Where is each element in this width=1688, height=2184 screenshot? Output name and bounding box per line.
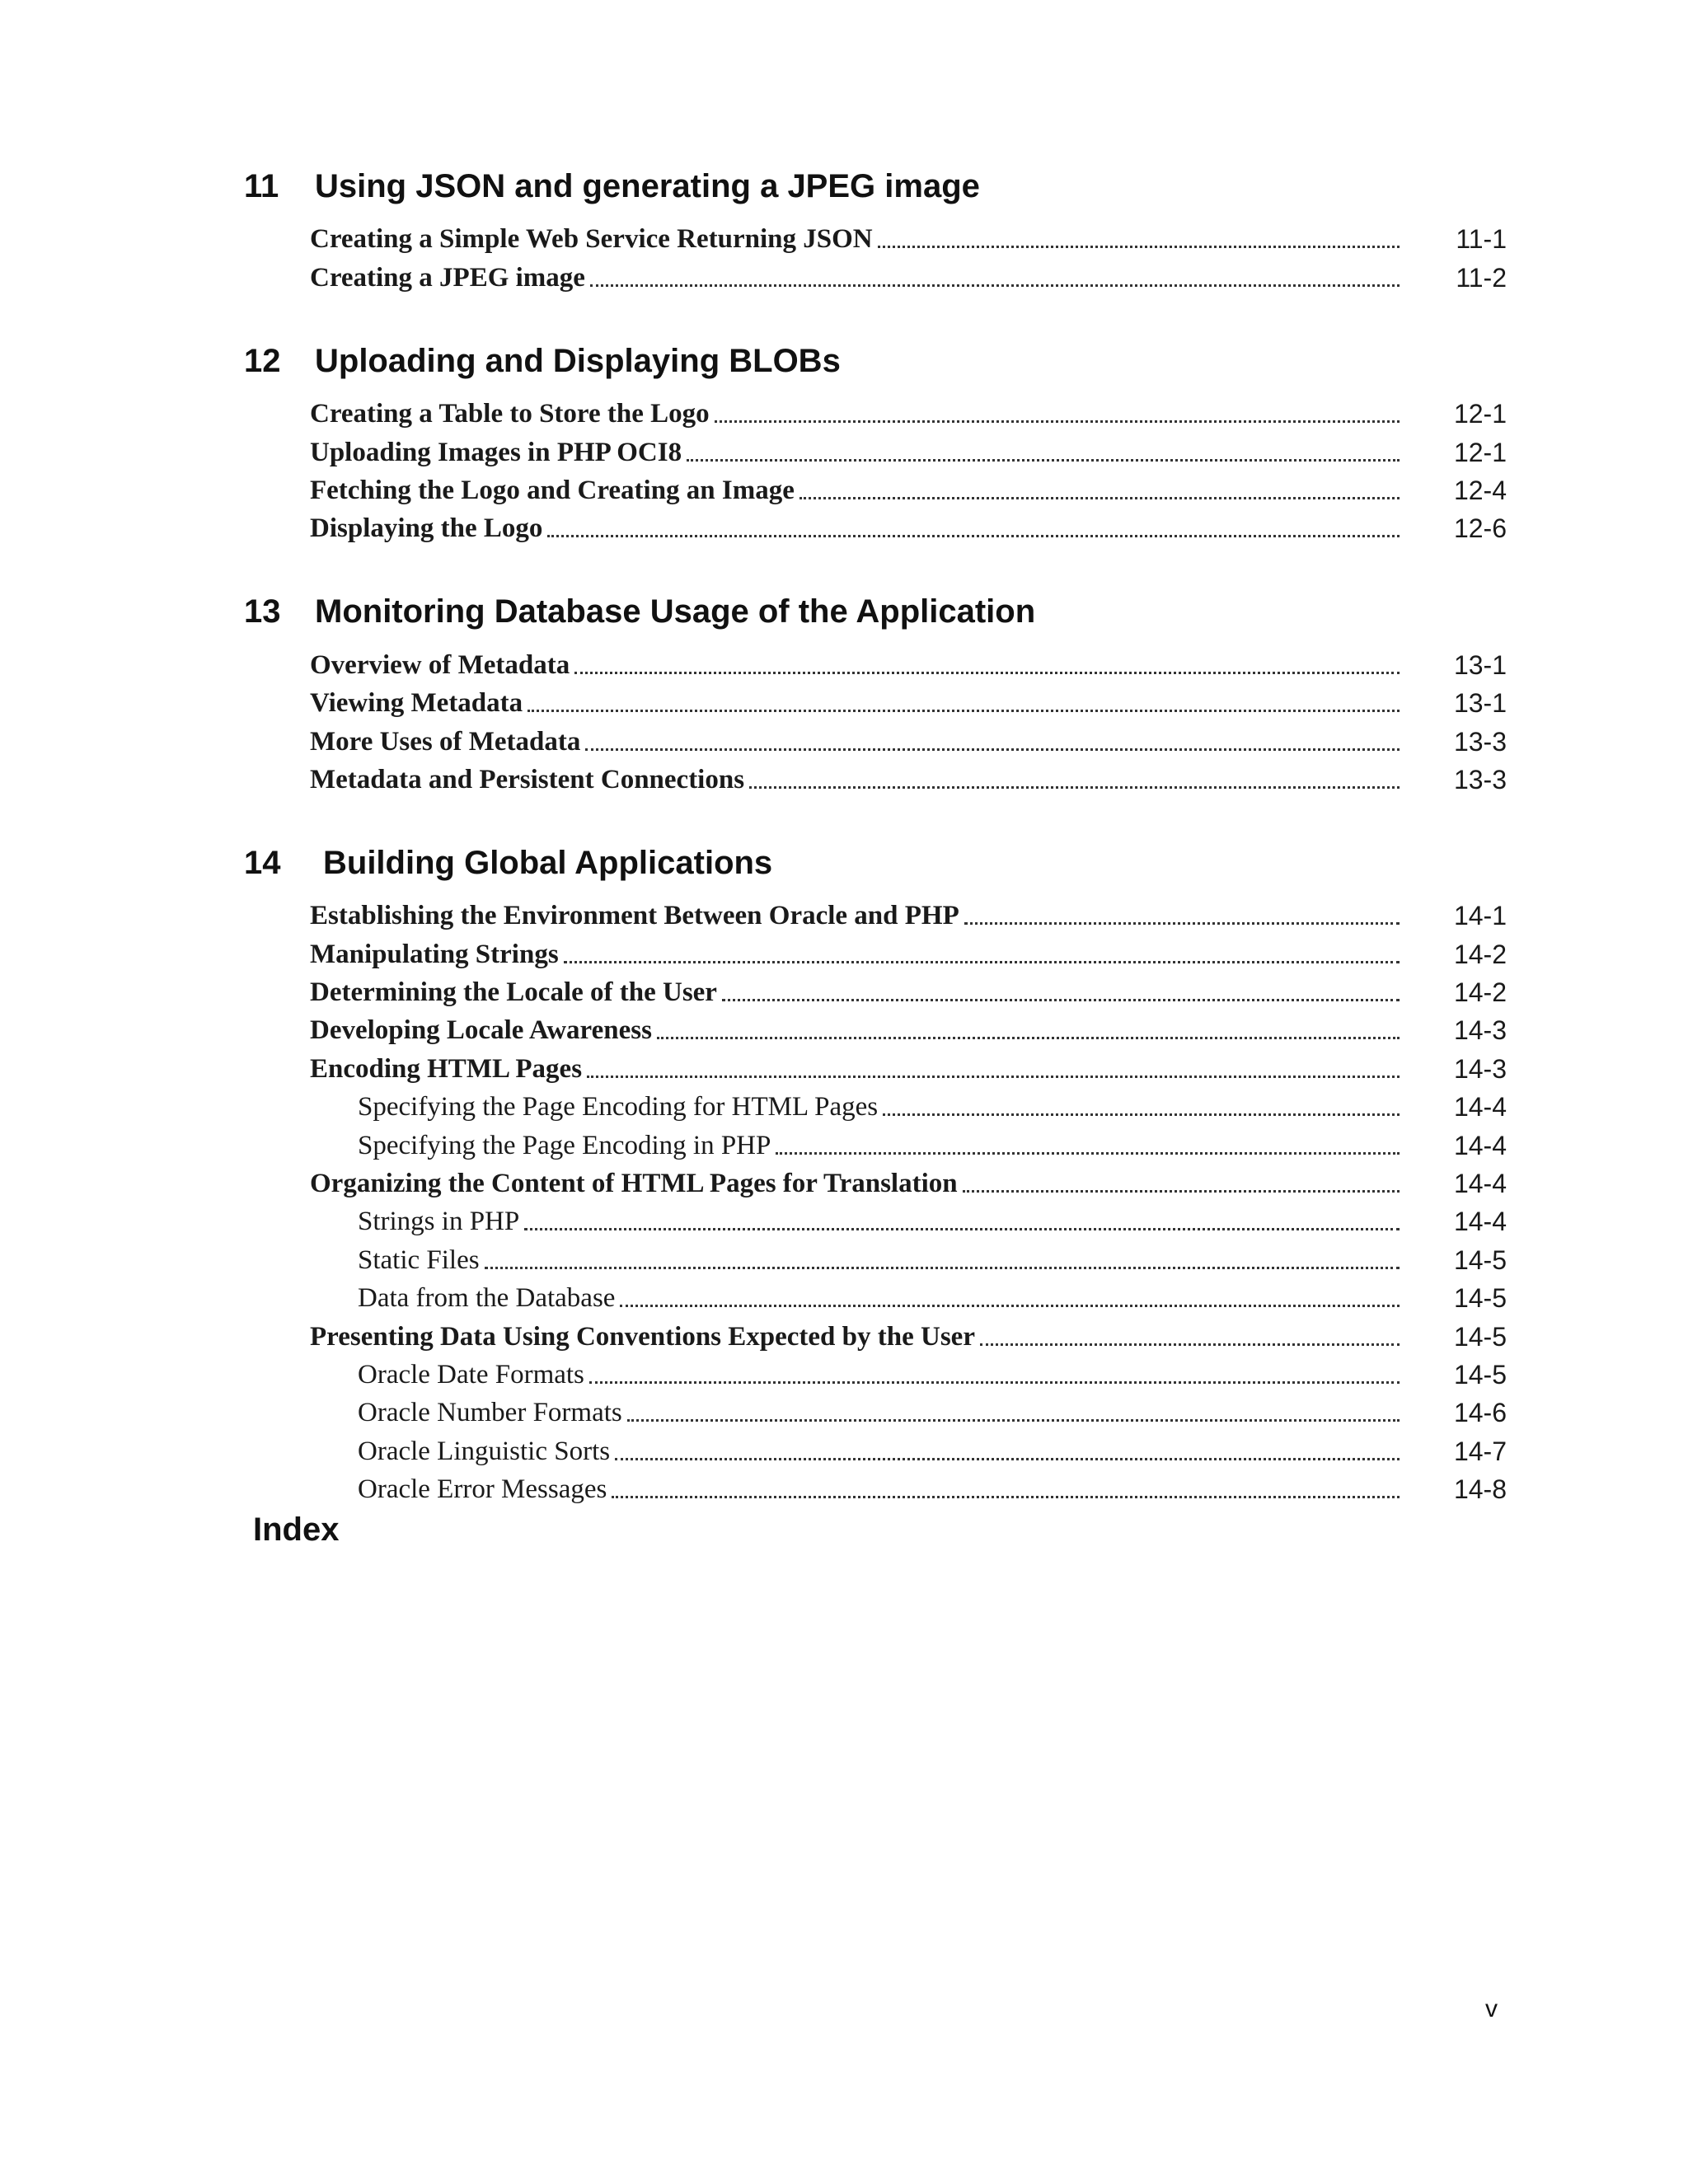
toc-entry-page: 14-4 (1453, 1130, 1507, 1160)
toc-entry-page: 14-6 (1453, 1398, 1507, 1428)
table-of-contents (244, 166, 1507, 1506)
dot-leader (587, 1052, 1400, 1085)
toc-entry-title: Determining the Locale of the User (310, 977, 717, 1008)
toc-entry-title: Viewing Metadata (310, 688, 523, 719)
toc-entry-page: 11-2 (1456, 262, 1507, 293)
toc-entry-title: More Uses of Metadata (310, 726, 581, 757)
toc-entry-list (244, 894, 1507, 1506)
toc-entry-page: 14-5 (1453, 1244, 1507, 1275)
dot-leader (878, 223, 1400, 255)
toc-subentry[interactable] (244, 1468, 1507, 1506)
chapter-title: Using JSON and generating a JPEG image (315, 168, 980, 204)
toc-entry-page: 14-8 (1453, 1474, 1507, 1505)
dot-leader (715, 397, 1400, 430)
dot-leader (585, 725, 1400, 758)
chapter-title: Uploading and Displaying BLOBs (315, 342, 841, 379)
toc-entry-title: Creating a JPEG image (310, 262, 585, 293)
dot-leader (524, 1205, 1400, 1238)
toc-entry-page: 12-6 (1453, 513, 1507, 544)
toc-entry[interactable] (244, 430, 1507, 468)
dot-leader (574, 649, 1400, 682)
toc-entry-title: Strings in PHP (358, 1207, 520, 1237)
toc-entry[interactable] (244, 469, 1507, 507)
toc-entry-page: 14-5 (1453, 1283, 1507, 1314)
dot-leader (547, 512, 1400, 545)
toc-entry-title: Static Files (358, 1244, 480, 1275)
dot-leader (564, 938, 1400, 971)
toc-entry[interactable] (244, 719, 1507, 757)
chapter-heading (244, 592, 1507, 631)
toc-entry[interactable] (244, 1162, 1507, 1200)
toc-entry[interactable] (244, 682, 1507, 719)
toc-entry-page: 14-7 (1453, 1436, 1507, 1466)
toc-subentry[interactable] (244, 1353, 1507, 1391)
dot-leader (980, 1320, 1400, 1353)
toc-entry-page: 14-2 (1453, 939, 1507, 969)
dot-leader (590, 261, 1400, 294)
dot-leader (612, 1473, 1400, 1506)
toc-entry-title: Organizing the Content of HTML Pages for Translation (310, 1169, 958, 1199)
toc-entry-page: 12-4 (1453, 475, 1507, 505)
toc-entry[interactable] (244, 894, 1507, 932)
toc-entry-title: Presenting Data Using Conventions Expected by the User (310, 1321, 975, 1352)
toc-entry-title: Fetching the Logo and Creating an Image (310, 475, 795, 505)
toc-entry-title: Developing Locale Awareness (310, 1015, 652, 1046)
chapter-number: 12 (244, 342, 281, 379)
chapter-heading (244, 166, 1507, 206)
chapter-heading (244, 341, 1507, 381)
dot-leader (776, 1129, 1400, 1162)
dot-leader (589, 1358, 1400, 1391)
toc-subentry[interactable] (244, 1429, 1507, 1467)
dot-leader (883, 1090, 1400, 1123)
toc-entry-page: 14-1 (1453, 901, 1507, 931)
toc-entry[interactable] (244, 643, 1507, 681)
toc-entry-title: Oracle Number Formats (358, 1398, 622, 1428)
chapter-number: 14 (244, 844, 281, 881)
chapter-14 (244, 843, 1507, 1506)
chapter-11 (244, 166, 1507, 294)
chapter-heading (244, 843, 1507, 883)
toc-subentry[interactable] (244, 1200, 1507, 1238)
toc-entry-page: 13-3 (1453, 764, 1507, 794)
toc-subentry[interactable] (244, 1123, 1507, 1161)
toc-entry-list (244, 643, 1507, 796)
toc-entry-title: Establishing the Environment Between Oracle and PHP (310, 901, 959, 931)
toc-entry[interactable] (244, 1315, 1507, 1352)
toc-entry[interactable] (244, 392, 1507, 430)
chapter-number: 13 (244, 593, 281, 630)
dot-leader (615, 1435, 1400, 1468)
toc-entry[interactable] (244, 1047, 1507, 1085)
toc-entry-page: 14-4 (1453, 1169, 1507, 1199)
dot-leader (528, 687, 1400, 719)
toc-entry[interactable] (244, 507, 1507, 545)
toc-entry-page: 13-1 (1453, 688, 1507, 719)
toc-entry-title: Oracle Linguistic Sorts (358, 1436, 611, 1466)
dot-leader (485, 1244, 1400, 1277)
toc-entry-title: Oracle Date Formats (358, 1359, 584, 1390)
toc-entry[interactable] (244, 932, 1507, 970)
chapter-13 (244, 592, 1507, 796)
toc-entry-title: Specifying the Page Encoding in PHP (358, 1130, 771, 1160)
toc-subentry[interactable] (244, 1391, 1507, 1429)
toc-entry-page: 14-3 (1453, 1015, 1507, 1046)
toc-subentry[interactable] (244, 1085, 1507, 1123)
toc-entry-list (244, 392, 1507, 546)
toc-subentry[interactable] (244, 1277, 1507, 1315)
dot-leader (657, 1014, 1400, 1047)
toc-entry-title: Creating a Table to Store the Logo (310, 399, 710, 429)
toc-entry[interactable] (244, 255, 1507, 293)
toc-entry[interactable] (244, 971, 1507, 1009)
toc-entry-title: Metadata and Persistent Connections (310, 764, 745, 794)
toc-entry[interactable] (244, 758, 1507, 796)
dot-leader (627, 1396, 1400, 1429)
toc-entry-title: Oracle Error Messages (358, 1474, 607, 1505)
page-number: v (1485, 1995, 1498, 2022)
dot-leader (749, 763, 1400, 796)
dot-leader (620, 1282, 1400, 1315)
toc-entry-page: 13-1 (1453, 649, 1507, 680)
toc-subentry[interactable] (244, 1238, 1507, 1276)
toc-entry-page: 12-1 (1453, 437, 1507, 467)
toc-entry-page: 14-4 (1453, 1092, 1507, 1122)
toc-entry-page: 14-4 (1453, 1207, 1507, 1237)
toc-entry-page: 11-1 (1456, 224, 1507, 255)
toc-entry[interactable] (244, 218, 1507, 255)
chapter-title: Monitoring Database Usage of the Application (315, 593, 1036, 630)
dot-leader (963, 1167, 1400, 1200)
dot-leader (722, 976, 1400, 1009)
toc-entry-title: Displaying the Logo (310, 513, 543, 544)
toc-entry-list (244, 218, 1507, 294)
toc-entry-title: Encoding HTML Pages (310, 1053, 583, 1084)
toc-entry-page: 14-2 (1453, 977, 1507, 1008)
dot-leader (964, 899, 1400, 932)
index-heading[interactable]: Index (253, 1511, 340, 1548)
dot-leader (799, 474, 1400, 507)
toc-entry-page: 12-1 (1453, 399, 1507, 429)
toc-entry-title: Overview of Metadata (310, 649, 570, 680)
toc-entry-page: 14-3 (1453, 1053, 1507, 1084)
dot-leader (687, 436, 1400, 469)
toc-entry-title: Data from the Database (358, 1283, 616, 1314)
toc-entry-title: Specifying the Page Encoding for HTML Pages (358, 1092, 879, 1122)
toc-entry-title: Creating a Simple Web Service Returning JSON (310, 224, 873, 255)
chapter-12 (244, 341, 1507, 546)
toc-entry[interactable] (244, 1009, 1507, 1047)
toc-entry-page: 14-5 (1453, 1359, 1507, 1390)
chapter-number: 11 (244, 168, 279, 204)
toc-entry-page: 14-5 (1453, 1321, 1507, 1352)
toc-entry-title: Manipulating Strings (310, 939, 559, 969)
chapter-title: Building Global Applications (323, 844, 773, 881)
toc-entry-title: Uploading Images in PHP OCI8 (310, 437, 682, 467)
toc-entry-page: 13-3 (1453, 726, 1507, 757)
